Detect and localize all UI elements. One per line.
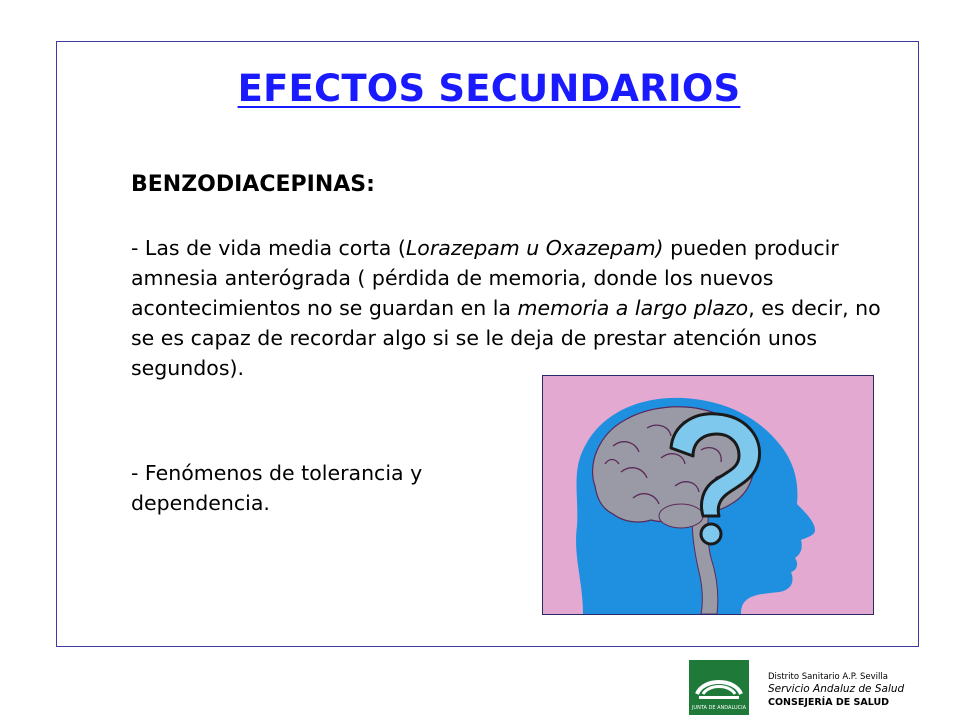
- junta-de-andalucia-logo: [689, 660, 749, 715]
- side-effect-tolerance-text: - Fenómenos de tolerancia y dependencia.: [131, 461, 423, 515]
- footer-organization-text: [768, 672, 904, 709]
- cerebellum: [659, 504, 703, 528]
- footer-service: Servicio Andaluz de Salud: [768, 683, 905, 695]
- side-effect-amnesia-text: - Las de vida media corta (Lorazepam u Oxazepam) pueden producir amnesia anterógrada ( pérdida de memoria, donde los nuevos acontecimientos no se guardan en la memoria a largo plazo, es decir, no se es capaz de recordar algo si se le deja de prestar atención unos segundos).: [131, 236, 881, 380]
- question-mark-dot: [701, 524, 721, 544]
- logo-caption: JUNTA DE ANDALUCIA: [691, 705, 747, 711]
- footer-ministry: CONSEJERÍA DE SALUD: [768, 697, 890, 708]
- footer-district: Distrito Sanitario A.P. Sevilla: [768, 672, 888, 682]
- brain-question-mark-illustration: [542, 375, 874, 615]
- section-subtitle: BENZODIACEPINAS:: [131, 172, 375, 197]
- slide-title: EFECTOS SECUNDARIOS: [237, 67, 741, 110]
